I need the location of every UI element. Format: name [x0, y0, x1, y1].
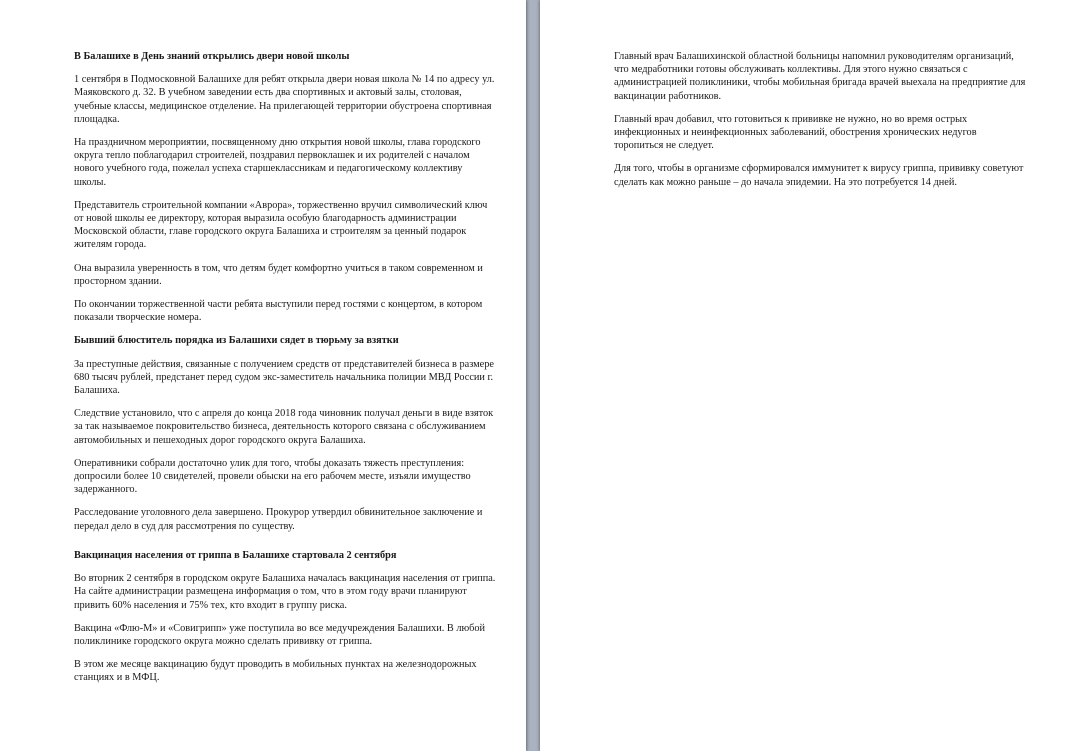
- paragraph: Представитель строительной компании «Аврора», торжественно вручил символический ключ от новой школы ее директору, которая выразила особую благодарность администрации Московской области, главе городского округа Балашиха и строителям за ценный подарок жителям города.: [74, 199, 488, 251]
- document-page-1[interactable]: [0, 0, 526, 751]
- page-2-text-column[interactable]: [614, 50, 1026, 199]
- paragraph: Она выразила уверенность в том, что детям будет комфортно учиться в таком современном и просторном здании.: [74, 262, 483, 287]
- page-1-text-column[interactable]: [74, 50, 496, 695]
- article-heading-police: Бывший блюститель порядка из Балашихи сядет в тюрьму за взятки: [74, 335, 399, 347]
- article-heading-school: В Балашихе в День знаний открылись двери новой школы: [74, 51, 350, 62]
- paragraph: В этом же месяце вакцинацию будут проводить в мобильных пунктах на железнодорожных станциях и в МФЦ.: [74, 659, 477, 684]
- paragraph: Для того, чтобы в организме сформировался иммунитет к вирусу гриппа, прививку советуют сделать как можно раньше – до начала эпидемии. На это потребуется 14 дней.: [614, 163, 1024, 188]
- paragraph: Вакцина «Флю-М» и «Совигрипп» уже поступила во все медучреждения Балашихи. В любой поликлинике городского округа можно сделать прививку от гриппа.: [74, 622, 486, 647]
- document-page-2[interactable]: [540, 0, 1070, 751]
- paragraph: Следствие установило, что с апреля до конца 2018 года чиновник получал деньги в виде взяток за так называемое покровительство бизнеса, деятельность которого связана с обслуживанием автомобильных и пешеходных дорог городского округа Балашиха.: [74, 408, 494, 446]
- paragraph: Главный врач добавил, что готовиться к прививке не нужно, но во время острых инфекционных и неинфекционных заболеваний, обострения хронических недугов торопиться не следует.: [614, 113, 977, 152]
- paragraph: На праздничном мероприятии, посвященному дню открытия новой школы, глава городского округа тепло поблагодарил строителей, поздравил первоклашек и их родителей с началом нового учебного года, пожелал успеха старшеклассникам и педагогическому коллективу школы.: [74, 137, 481, 188]
- paragraph: По окончании торжественной части ребята выступили перед гостями с концертом, в котором показали творческие номера.: [74, 299, 483, 324]
- paragraph: 1 сентября в Подмосковной Балашихе для ребят открыла двери новая школа № 14 по адресу ул. Маяковского д. 32. В учебном заведении есть два спортивных и актовый залы, столовая, учебные классы, медицинское отделение. На прилегающей территории обустроена спортивная площадка.: [74, 74, 495, 125]
- paragraph: Во вторник 2 сентября в городском округе Балашиха началась вакцинация населения от гриппа. На сайте администрации размещена информация о том, что в этом году врачи планируют привить 60% населения и 75% тех, кто входит в группу риска.: [74, 573, 496, 611]
- paragraph: Оперативники собрали достаточно улик для того, чтобы доказать тяжесть преступления: допросили более 10 свидетелей, провели обыски на его рабочем месте, изъяли имущество задержанного.: [74, 457, 471, 496]
- article-heading-vaccination: Вакцинация населения от гриппа в Балашихе стартовала 2 сентября: [74, 549, 397, 561]
- paragraph: Расследование уголовного дела завершено. Прокурор утвердил обвинительное заключение и передал дело в суд для рассмотрения по существу.: [74, 507, 483, 532]
- paragraph: Главный врач Балашихинской областной больницы напомнил руководителям организаций, что медработники готовы обслуживать коллективы. Для этого нужно связаться с администрацией поликлиники, чтобы мобильная бригада врачей выехала на предприятие для вакцинации работников.: [614, 51, 1026, 102]
- paragraph: За преступные действия, связанные с получением средств от представителей бизнеса в размере 680 тысяч рублей, предстанет перед судом экс-заместитель начальника полиции МВД России г. Балашиха.: [74, 358, 494, 397]
